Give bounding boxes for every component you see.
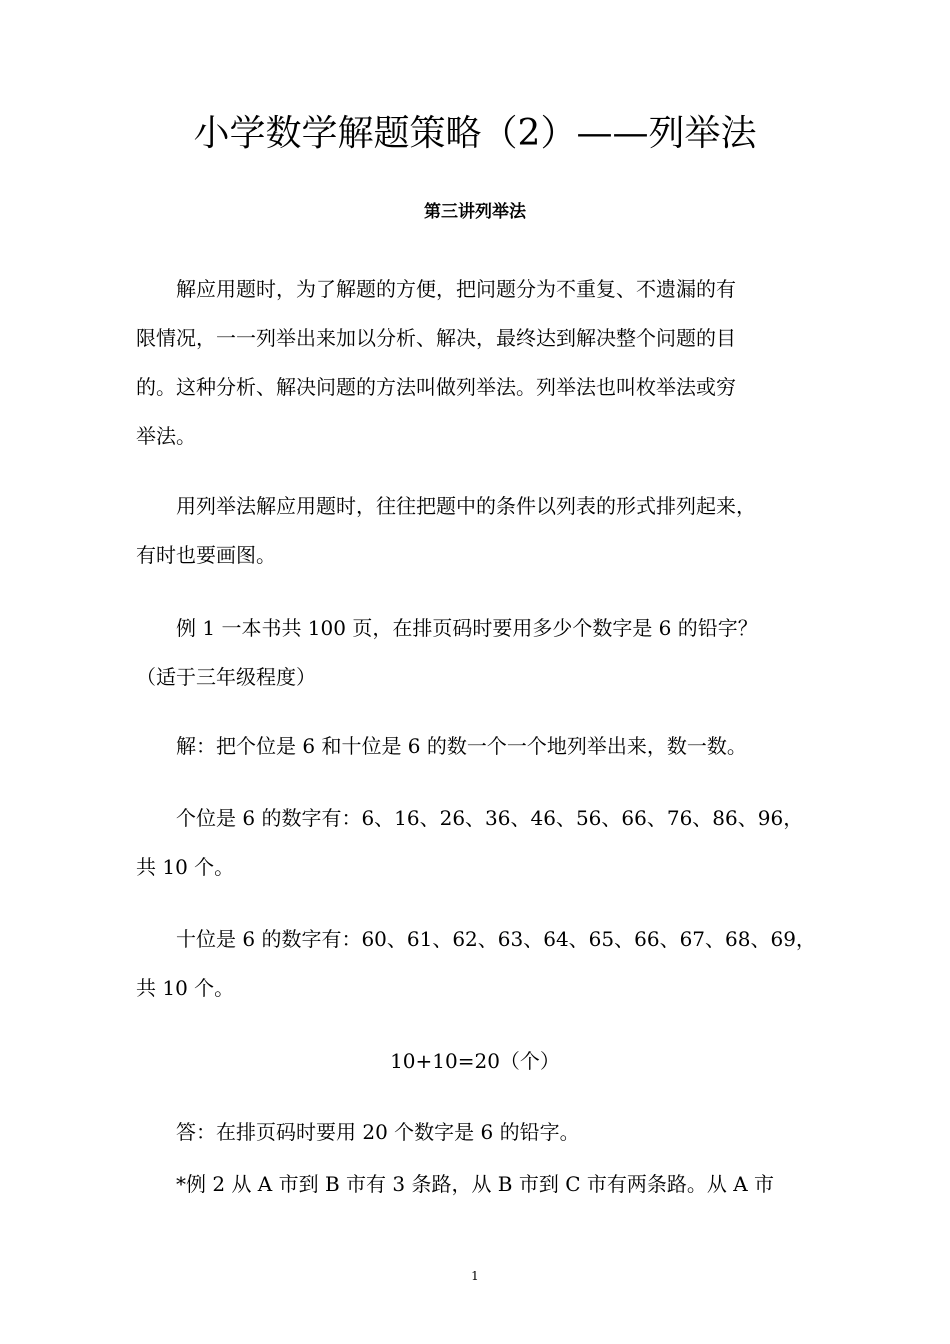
paragraph-line: 用列举法解应用题时，往往把题中的条件以列表的形式排列起来， [176,494,756,518]
paragraph-line: 解：把个位是 6 和十位是 6 的数一个一个地列举出来，数一数。 [176,734,747,758]
paragraph-line: 十位是 6 的数字有：60、61、62、63、64、65、66、67、68、69， [176,927,816,951]
paragraph-line: 举法。 [136,424,196,448]
paragraph-tens-digit [136,915,816,1013]
paragraph-definition [136,265,816,461]
page-number: 1 [471,1269,479,1283]
paragraph-line: 有时也要画图。 [136,543,276,567]
paragraph-line: 共 10 个。 [136,855,235,879]
paragraph-example-2 [136,1160,816,1209]
paragraph-line: 解应用题时，为了解题的方便，把问题分为不重复、不遗漏的有 [176,277,736,301]
document-subtitle: 第三讲列举法 [424,202,526,222]
paragraph-line: 个位是 6 的数字有：6、16、26、36、46、56、66、76、86、96， [176,806,804,830]
paragraph-answer [136,1108,816,1157]
paragraph-line: 共 10 个。 [136,976,235,1000]
paragraph-line: 的。这种分析、解决问题的方法叫做列举法。列举法也叫枚举法或穷 [136,375,736,399]
paragraph-example-1 [136,604,816,702]
paragraph-line: 限情况，一一列举出来加以分析、解决，最终达到解决整个问题的目 [136,326,736,350]
equation: 10+10=20（个） [390,1049,560,1073]
paragraph-line: 答：在排页码时要用 20 个数字是 6 的铅字。 [176,1120,580,1144]
paragraph-solution [136,722,816,771]
paragraph-line: （适于三年级程度） [136,665,316,689]
paragraph-line: *例 2 从 A 市到 B 市有 3 条路，从 B 市到 C 市有两条路。从 A 市 [176,1172,775,1196]
paragraph-usage [136,482,816,580]
document-title: 小学数学解题策略（2）——列举法 [193,113,757,154]
paragraph-line: 例 1 一本书共 100 页，在排页码时要用多少个数字是 6 的铅字？ [176,616,758,640]
paragraph-units-digit [136,794,816,892]
